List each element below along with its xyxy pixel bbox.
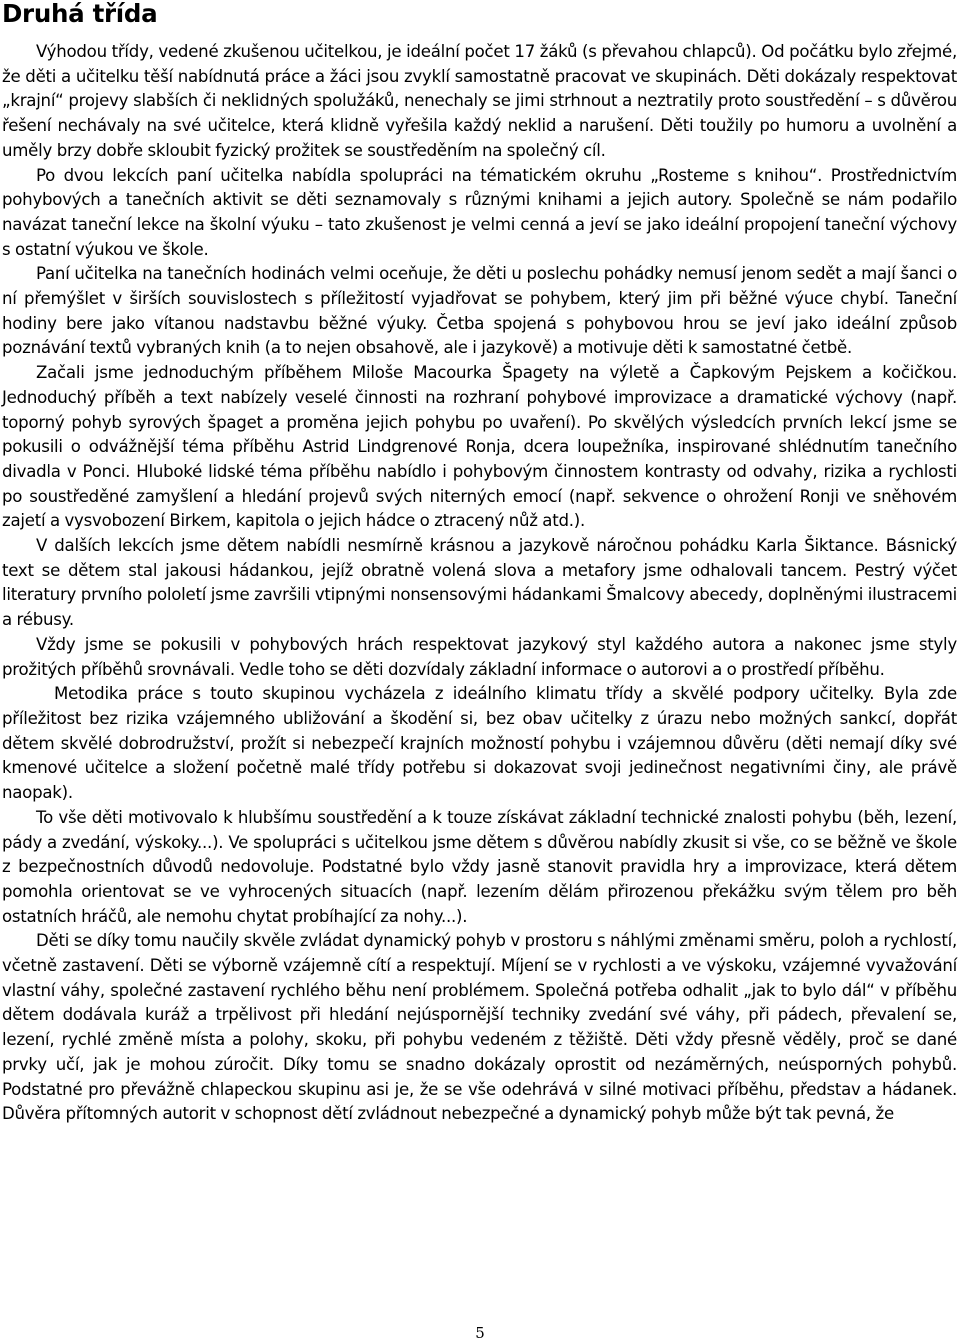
paragraph: Vždy jsme se pokusili v pohybových hrách respektovat jazykový styl každého autora a nakonec jsme styly prožitých příběhů srovnávali. Vedle toho se děti dozvídaly základní informace o autorovi a o prostředí příběhu. bbox=[2, 634, 957, 679]
paragraph: Po dvou lekcích paní učitelka nabídla spolupráci na tématickém okruhu „Rosteme s knihou“. Prostřednictvím pohybových a tanečních aktivit se děti seznamovaly s různými knihami a jejich autory. Společně se nám podařilo navázat taneční lekce na školní výuku – tato zkušenost je velmi cenná a jeví se jako ideální propojení taneční výchovy s ostatní výukou ve škole. bbox=[2, 165, 957, 259]
paragraph: To vše děti motivovalo k hlubšímu soustředění a k touze získávat základní technické znalosti pohybu (běh, lezení, pády a zvedání, výskoky...). Ve spolupráci s učitelkou jsme dětem s důvěrou nabídly zkusit si vše, co se běžně ve škole z bezpečnostních důvodů nedovoluje. Podstatné bylo vždy jasně stanovit pravidla hry a improvizace, která dětem pomohla orientovat se ve vyhrocených situacích (např. lezením dělám přirozenou překážku svým tělem pro běh ostatních hráčů, ale nemohu chytat probíhající za nohy...). bbox=[2, 807, 957, 926]
paragraph: Metodika práce s touto skupinou vycházela z ideálního klimatu třídy a skvělé podpory učitelky. Byla zde příležitost bez rizika vzájemného ubližování a škodění si, bez obav učitelky z úrazu nebo možných sankcí, dopřát dětem skvělé dobrodružství, prožít si nebezpečí krajních možností pohybu i vzájemnou důvěru (děti nemají díky své kmenové učitelce a složení početně malé třídy potřebu si dokazovat svoji jedinečnost negativními činy, ale právě naopak). bbox=[2, 684, 957, 803]
paragraph: Děti se díky tomu naučily skvěle zvládat dynamický pohyb v prostoru s náhlými změnami směru, poloh a rychlostí, včetně zastavení. Děti se výborně vzájemně cítí a respektují. Míjení se v rychlosti a ve výskoku, vzájemné vyvažování vlastní váhy, společné zastavení rychlého běhu není problémem. Společná potřeba odhalit „jak to bylo dál“ v příběhu dětem dodávala kuráž a trpělivost při hledání nejúspornější techniky zvedání své váhy, při pádech, převalení se, lezení, rychlé změně místa a polohy, skoku, při pohybu vedeném z těžiště. Děti vždy přesně věděly, proč se dané prvky učí, jak je mohou zúročit. Díky tomu se snadno dokázaly oprostit od nezáměrných, neúsporných pohybů. Podstatné pro převážně chlapeckou skupinu asi je, že se vše odehrává v silné motivaci příběhu, představ a hádanek. Důvěra přítomných autorit v schopnost dětí zvládnout nebezpečné a dynamický pohyb může být tak pevná, že bbox=[2, 931, 957, 1124]
body-text bbox=[2, 40, 957, 1127]
page-number: 5 bbox=[475, 1324, 485, 1342]
paragraph: V dalších lekcích jsme dětem nabídli nesmírně krásnou a jazykově náročnou pohádku Karla Šiktance. Básnický text se dětem stal jakousi hádankou, jejíž obratně volená slova a metafory jsme odhalovali tancem. Pestrý výčet literatury prvního pololetí jsme završili vtipnými nonsensovými hádankami Šmalcovy abecedy, doplněnými ilustracemi a rébusy. bbox=[2, 536, 957, 630]
paragraph: Začali jsme jednoduchým příběhem Miloše Macourka Špagety na výletě a Čapkovým Pejskem a kočičkou. Jednoduchý příběh a text nabízely veselé činnosti na rozhraní pohybové improvizace a dramatické výchovy (např. toporný pohyb syrových špaget a proměna jejich pohybu po uvaření). Po skvělých výsledcích prvních lekcí jsme se pokusili o odvážnější téma příběhu Astrid Lindgrenové Ronja, dcera loupežníka, inspirované shlédnutím tanečního divadla v Ponci. Hluboké lidské téma příběhu nabídlo i pohybovým činnostem kontrasty od odvahy, rizika a rychlosti po soustředěné zamyšlení a hledání projevů svých niterných emocí (např. sekvence o ohrožení Ronji ve sněhovém zajetí a vysvobození Birkem, kapitola o jejich hádce o ztracený nůž atd.). bbox=[2, 363, 957, 531]
paragraph: Paní učitelka na tanečních hodinách velmi oceňuje, že děti u poslechu pohádky nemusí jenom sedět a mají šanci o ní přemýšlet v širších souvislostech s příležitostí vyjadřovat se pohybem, který jim při běžné výuce chybí. Taneční hodiny bere jako vítanou nadstavbu běžné výuky. Četba spojená s pohybovou hrou se jeví jako ideální způsob poznávání textů vybraných knih (a to nejen obsahově, ale i jazykově) a motivuje děti k samostatné četbě. bbox=[2, 264, 957, 358]
paragraph: Výhodou třídy, vedené zkušenou učitelkou, je ideální počet 17 žáků (s převahou chlapců). Od počátku bylo zřejmé, že děti a učitelku těší nabídnutá práce a žáci jsou zvyklí samostatně pracovat ve skupinách. Děti dokázaly respektovat „krajní“ projevy slabších či neklidných spolužáků, nenechaly se jimi strhnout a neztratily proto soustředění – s důvěrou řešení nechávaly na své učitelce, která klidně vyřešila každý neklid a narušení. Děti toužily po humoru a uvolnění a uměly brzy dobře skloubit fyzický prožitek se soustředěním na společný cíl. bbox=[2, 42, 957, 160]
section-heading: Druhá třída bbox=[2, 0, 158, 28]
